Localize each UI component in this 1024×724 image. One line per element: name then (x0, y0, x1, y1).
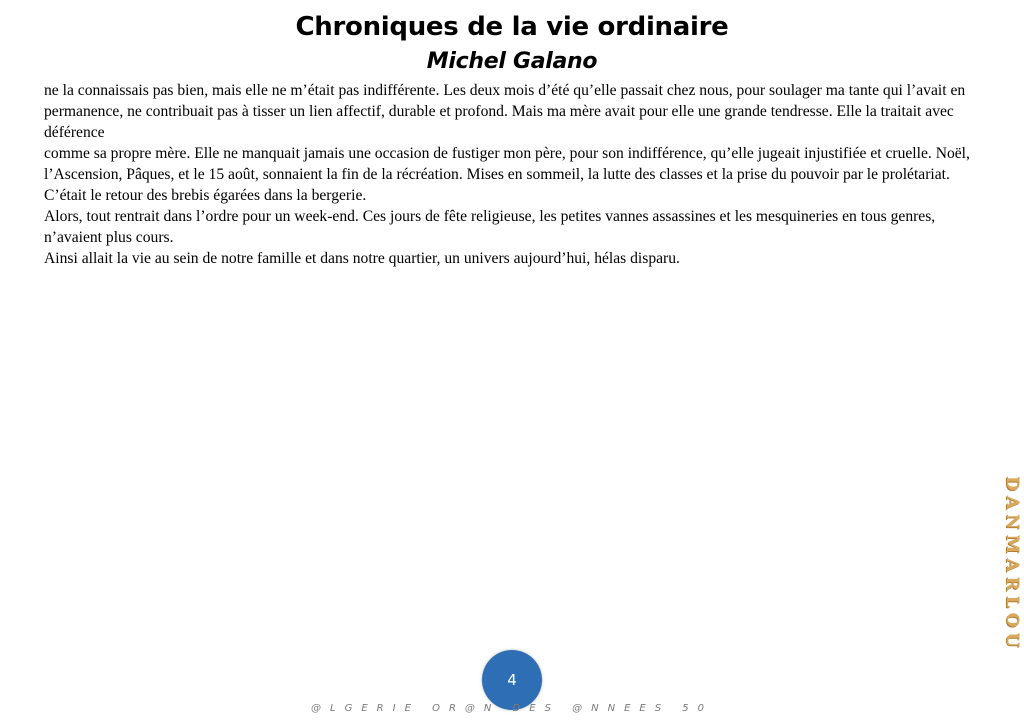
paragraph: Alors, tout rentrait dans l’ordre pour un week-end. Ces jours de fête religieuse, les petites vannes assassines et les mesquineries en tous genres, n’avaient plus cours. (44, 208, 936, 246)
paragraph: Ainsi allait la vie au sein de notre famille et dans notre quartier, un univers aujourd’hui, hélas disparu. (44, 250, 680, 267)
paragraph: ne la connaissais pas bien, mais elle ne m’était pas indifférente. Les deux mois d’été qu’elle passait chez nous, pour soulager ma tante qui l’avait en permanence, ne contribuait pas à tisser un lien affectif, durable et profond. Mais ma mère avait pour elle une grande tendresse. Elle la traitait avec déférence (44, 82, 966, 141)
document-title: Chroniques de la vie ordinaire (295, 12, 729, 42)
watermark-text: DANMARLOU (1002, 476, 1022, 653)
page-header (0, 8, 1024, 78)
document-author: Michel Galano (426, 49, 598, 74)
watermark (1000, 476, 1024, 686)
footer-tagline: @LGERIE OR@N DES @NNEES 50 (311, 703, 713, 714)
body-text (44, 80, 978, 269)
page-number: 4 (507, 671, 517, 689)
page-number-badge (482, 650, 542, 710)
paragraph: comme sa propre mère. Elle ne manquait jamais une occasion de fustiger mon père, pour son indifférence, qu’elle jugeait injustifiée et cruelle. Noël, l’Ascension, Pâques, et le 15 août, sonnaient la fin de la récréation. Mises en sommeil, la lutte des classes et la prise du pouvoir par le prolétariat. C’était le retour des brebis égarées dans la bergerie. (44, 145, 970, 204)
